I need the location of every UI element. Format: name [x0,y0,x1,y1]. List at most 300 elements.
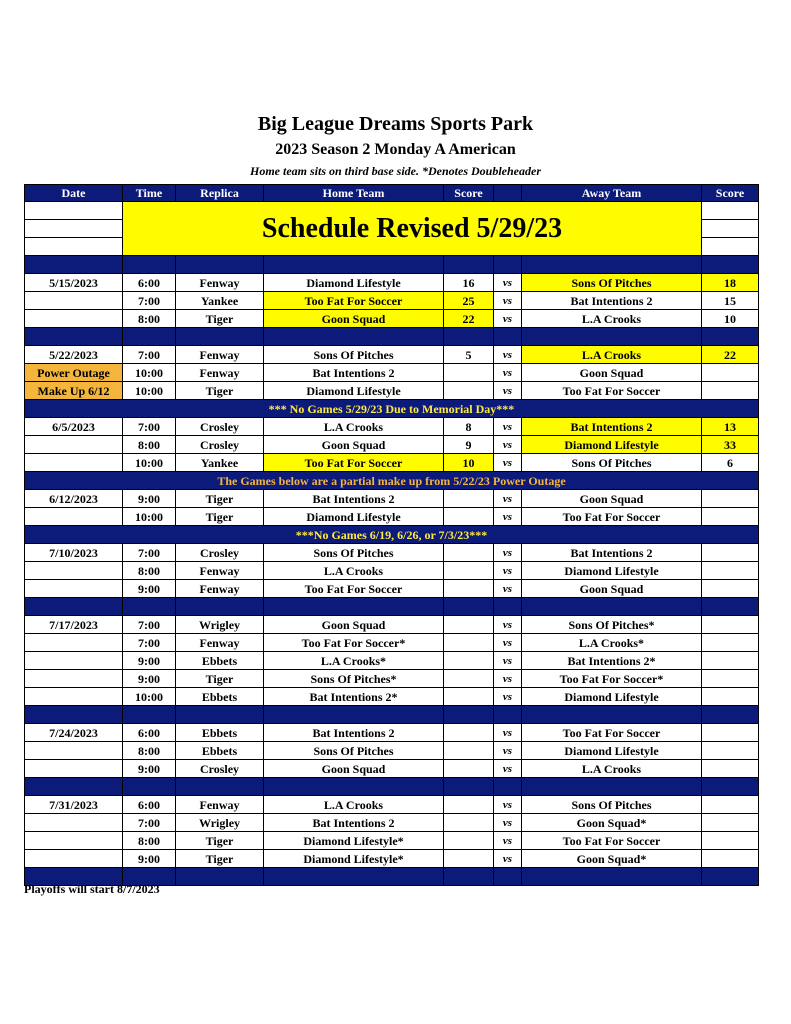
separator-cell [264,328,444,346]
replica-cell: Crosley [176,418,264,436]
separator-cell [264,598,444,616]
separator-cell [702,256,759,274]
separator-cell [123,706,176,724]
away-team-cell: Too Fat For Soccer* [522,670,702,688]
game-row [25,490,759,508]
col-header-home-score: Score [444,185,494,202]
away-score-cell [702,742,759,760]
home-team-cell: Diamond Lifestyle [264,508,444,526]
game-row [25,382,759,400]
vs-cell: vs [494,616,522,634]
col-header-date: Date [25,185,123,202]
separator-cell [25,328,123,346]
home-score-cell: 10 [444,454,494,472]
home-score-cell [444,832,494,850]
home-score-cell [444,634,494,652]
away-team-cell: L.A Crooks [522,310,702,328]
home-team-cell: Goon Squad [264,310,444,328]
game-row [25,292,759,310]
game-row [25,850,759,868]
time-cell: 7:00 [123,544,176,562]
notice-text: *** No Games 5/29/23 Due to Memorial Day*** [25,400,759,418]
separator-cell [494,256,522,274]
date-cell: 7/31/2023 [25,796,123,814]
time-cell: 8:00 [123,742,176,760]
separator-cell [494,328,522,346]
date-cell: 5/15/2023 [25,274,123,292]
home-team-cell: Diamond Lifestyle [264,382,444,400]
away-score-cell [702,580,759,598]
home-score-cell [444,724,494,742]
banner-left-cell [25,202,123,220]
away-team-cell: L.A Crooks [522,760,702,778]
away-team-cell: Sons Of Pitches [522,274,702,292]
game-row [25,274,759,292]
replica-cell: Fenway [176,364,264,382]
game-row [25,364,759,382]
vs-cell: vs [494,346,522,364]
home-score-cell [444,742,494,760]
away-team-cell: Bat Intentions 2* [522,652,702,670]
home-score-cell [444,508,494,526]
time-cell: 8:00 [123,832,176,850]
home-team-cell: Diamond Lifestyle* [264,832,444,850]
separator-cell [264,868,444,886]
date-cell [25,688,123,706]
separator-row [25,778,759,796]
banner-right-cell [702,220,759,238]
replica-cell: Crosley [176,436,264,454]
home-team-cell: L.A Crooks [264,418,444,436]
separator-cell [264,256,444,274]
time-cell: 6:00 [123,274,176,292]
col-header-vs [494,185,522,202]
time-cell: 7:00 [123,616,176,634]
home-team-cell: L.A Crooks [264,796,444,814]
vs-cell: vs [494,688,522,706]
home-team-cell: Goon Squad [264,436,444,454]
away-team-cell: Goon Squad [522,364,702,382]
away-team-cell: Goon Squad* [522,814,702,832]
away-team-cell: Goon Squad [522,490,702,508]
separator-cell [522,598,702,616]
home-score-cell [444,616,494,634]
game-row [25,832,759,850]
col-header-away-score: Score [702,185,759,202]
date-cell [25,634,123,652]
game-row [25,742,759,760]
game-row [25,310,759,328]
time-cell: 7:00 [123,346,176,364]
game-row [25,562,759,580]
game-row [25,634,759,652]
home-team-cell: Bat Intentions 2* [264,688,444,706]
separator-cell [444,706,494,724]
game-row [25,796,759,814]
home-score-cell [444,382,494,400]
away-team-cell: L.A Crooks* [522,634,702,652]
replica-cell: Fenway [176,562,264,580]
separator-cell [176,778,264,796]
vs-cell: vs [494,364,522,382]
vs-cell: vs [494,418,522,436]
game-row [25,418,759,436]
home-score-cell [444,490,494,508]
time-cell: 7:00 [123,634,176,652]
time-cell: 6:00 [123,724,176,742]
away-score-cell [702,544,759,562]
replica-cell: Fenway [176,580,264,598]
away-score-cell [702,850,759,868]
game-row [25,508,759,526]
vs-cell: vs [494,508,522,526]
time-cell: 9:00 [123,760,176,778]
vs-cell: vs [494,724,522,742]
separator-cell [444,256,494,274]
separator-cell [25,778,123,796]
replica-cell: Yankee [176,454,264,472]
separator-cell [123,328,176,346]
home-team-cell: Too Fat For Soccer [264,292,444,310]
home-score-cell: 5 [444,346,494,364]
vs-cell: vs [494,292,522,310]
date-cell [25,670,123,688]
away-team-cell: Too Fat For Soccer [522,724,702,742]
separator-cell [176,328,264,346]
vs-cell: vs [494,652,522,670]
away-score-cell: 6 [702,454,759,472]
banner-left-cell [25,238,123,256]
home-score-cell [444,364,494,382]
vs-cell: vs [494,850,522,868]
vs-cell: vs [494,742,522,760]
separator-cell [176,256,264,274]
away-score-cell [702,688,759,706]
date-cell [25,742,123,760]
replica-cell: Yankee [176,292,264,310]
vs-cell: vs [494,634,522,652]
home-score-cell [444,670,494,688]
vs-cell: vs [494,796,522,814]
replica-cell: Fenway [176,346,264,364]
home-score-cell [444,580,494,598]
replica-cell: Ebbets [176,724,264,742]
replica-cell: Tiger [176,490,264,508]
notice-row [25,472,759,490]
vs-cell: vs [494,544,522,562]
away-score-cell [702,508,759,526]
time-cell: 9:00 [123,580,176,598]
home-team-cell: L.A Crooks* [264,652,444,670]
home-score-cell [444,688,494,706]
banner-right-cell [702,238,759,256]
vs-cell: vs [494,382,522,400]
away-team-cell: L.A Crooks [522,346,702,364]
date-cell [25,508,123,526]
home-team-cell: Sons Of Pitches [264,544,444,562]
time-cell: 10:00 [123,454,176,472]
time-cell: 7:00 [123,292,176,310]
replica-cell: Tiger [176,310,264,328]
home-team-cell: Bat Intentions 2 [264,724,444,742]
replica-cell: Tiger [176,832,264,850]
time-cell: 7:00 [123,814,176,832]
away-team-cell: Sons Of Pitches [522,796,702,814]
replica-cell: Wrigley [176,616,264,634]
replica-cell: Ebbets [176,652,264,670]
game-row [25,436,759,454]
away-score-cell: 13 [702,418,759,436]
away-score-cell: 18 [702,274,759,292]
date-cell [25,436,123,454]
header-row [25,185,759,202]
home-team-cell: Too Fat For Soccer* [264,634,444,652]
date-cell: 7/17/2023 [25,616,123,634]
separator-cell [176,868,264,886]
away-score-cell [702,796,759,814]
separator-cell [702,328,759,346]
separator-cell [702,598,759,616]
time-cell: 10:00 [123,364,176,382]
away-team-cell: Sons Of Pitches* [522,616,702,634]
replica-cell: Ebbets [176,688,264,706]
home-score-cell: 25 [444,292,494,310]
playoffs-note: Playoffs will start 8/7/2023 [24,882,160,896]
away-team-cell: Diamond Lifestyle [522,688,702,706]
vs-cell: vs [494,436,522,454]
time-cell: 8:00 [123,436,176,454]
vs-cell: vs [494,490,522,508]
away-team-cell: Too Fat For Soccer [522,382,702,400]
date-cell [25,652,123,670]
separator-cell [25,598,123,616]
header-note: Home team sits on third base side. *Denotes Doubleheader [250,164,541,178]
home-score-cell [444,760,494,778]
away-score-cell [702,562,759,580]
home-score-cell: 9 [444,436,494,454]
home-score-cell [444,850,494,868]
away-score-cell [702,652,759,670]
col-header-home-team: Home Team [264,185,444,202]
notice-text: ***No Games 6/19, 6/26, or 7/3/23*** [25,526,759,544]
separator-cell [176,598,264,616]
date-cell [25,760,123,778]
game-row [25,760,759,778]
col-header-time: Time [123,185,176,202]
vs-cell: vs [494,274,522,292]
away-score-cell: 22 [702,346,759,364]
game-row [25,580,759,598]
separator-cell [522,706,702,724]
away-score-cell [702,364,759,382]
home-team-cell: Goon Squad [264,760,444,778]
game-row [25,670,759,688]
time-cell: 10:00 [123,508,176,526]
replica-cell: Fenway [176,274,264,292]
status-label-cell: Make Up 6/12 [25,382,123,400]
separator-cell [25,706,123,724]
away-team-cell: Too Fat For Soccer [522,508,702,526]
separator-cell [123,778,176,796]
schedule-table [24,184,759,886]
vs-cell: vs [494,760,522,778]
home-team-cell: Bat Intentions 2 [264,364,444,382]
separator-cell [25,256,123,274]
time-cell: 9:00 [123,490,176,508]
banner-right-cell [702,202,759,220]
game-row [25,724,759,742]
separator-cell [264,778,444,796]
replica-cell: Tiger [176,382,264,400]
banner-left-cell [25,220,123,238]
game-row [25,814,759,832]
away-score-cell [702,490,759,508]
date-cell [25,310,123,328]
date-cell [25,454,123,472]
separator-cell [444,778,494,796]
home-team-cell: Diamond Lifestyle [264,274,444,292]
banner-row [25,202,759,220]
revised-banner: Schedule Revised 5/29/23 [123,202,702,256]
separator-cell [522,868,702,886]
away-score-cell [702,832,759,850]
time-cell: 9:00 [123,652,176,670]
away-team-cell: Goon Squad [522,580,702,598]
home-team-cell: Diamond Lifestyle* [264,850,444,868]
date-cell [25,292,123,310]
game-row [25,346,759,364]
time-cell: 9:00 [123,670,176,688]
replica-cell: Fenway [176,634,264,652]
date-cell [25,832,123,850]
away-score-cell: 33 [702,436,759,454]
away-team-cell: Diamond Lifestyle [522,436,702,454]
home-score-cell [444,562,494,580]
separator-row [25,256,759,274]
separator-cell [494,706,522,724]
game-row [25,544,759,562]
separator-cell [522,328,702,346]
date-cell [25,580,123,598]
away-score-cell [702,616,759,634]
date-cell: 7/10/2023 [25,544,123,562]
vs-cell: vs [494,580,522,598]
away-team-cell: Diamond Lifestyle [522,562,702,580]
home-score-cell [444,652,494,670]
separator-cell [522,256,702,274]
away-team-cell: Bat Intentions 2 [522,292,702,310]
replica-cell: Ebbets [176,742,264,760]
vs-cell: vs [494,562,522,580]
separator-cell [702,706,759,724]
home-team-cell: Too Fat For Soccer [264,580,444,598]
away-score-cell [702,724,759,742]
game-row [25,616,759,634]
time-cell: 10:00 [123,688,176,706]
date-cell: 6/12/2023 [25,490,123,508]
page-subtitle: 2023 Season 2 Monday A American [275,141,516,158]
home-score-cell: 22 [444,310,494,328]
away-score-cell [702,634,759,652]
away-score-cell [702,760,759,778]
home-team-cell: Sons Of Pitches [264,742,444,760]
away-team-cell: Bat Intentions 2 [522,418,702,436]
away-score-cell: 15 [702,292,759,310]
home-team-cell: Goon Squad [264,616,444,634]
vs-cell: vs [494,814,522,832]
vs-cell: vs [494,310,522,328]
col-header-replica: Replica [176,185,264,202]
time-cell: 9:00 [123,850,176,868]
separator-cell [702,778,759,796]
date-cell [25,850,123,868]
game-row [25,454,759,472]
page-title: Big League Dreams Sports Park [257,113,534,135]
date-cell [25,814,123,832]
game-row [25,688,759,706]
away-team-cell: Sons Of Pitches [522,454,702,472]
separator-cell [494,868,522,886]
separator-cell [702,868,759,886]
vs-cell: vs [494,454,522,472]
vs-cell: vs [494,832,522,850]
time-cell: 7:00 [123,418,176,436]
away-score-cell [702,382,759,400]
separator-cell [444,328,494,346]
replica-cell: Crosley [176,544,264,562]
replica-cell: Fenway [176,796,264,814]
home-team-cell: Bat Intentions 2 [264,490,444,508]
away-score-cell [702,670,759,688]
separator-row [25,328,759,346]
separator-cell [176,706,264,724]
home-score-cell: 8 [444,418,494,436]
notice-row [25,526,759,544]
date-cell: 6/5/2023 [25,418,123,436]
notice-text: The Games below are a partial make up from 5/22/23 Power Outage [25,472,759,490]
home-score-cell: 16 [444,274,494,292]
replica-cell: Tiger [176,850,264,868]
separator-row [25,706,759,724]
separator-cell [494,598,522,616]
away-team-cell: Bat Intentions 2 [522,544,702,562]
notice-row [25,400,759,418]
home-team-cell: Too Fat For Soccer [264,454,444,472]
time-cell: 8:00 [123,562,176,580]
away-team-cell: Too Fat For Soccer [522,832,702,850]
vs-cell: vs [494,670,522,688]
time-cell: 10:00 [123,382,176,400]
separator-cell [123,598,176,616]
time-cell: 8:00 [123,310,176,328]
separator-cell [444,598,494,616]
separator-row [25,598,759,616]
away-team-cell: Goon Squad* [522,850,702,868]
separator-cell [444,868,494,886]
time-cell: 6:00 [123,796,176,814]
home-team-cell: Bat Intentions 2 [264,814,444,832]
replica-cell: Tiger [176,670,264,688]
away-team-cell: Diamond Lifestyle [522,742,702,760]
separator-cell [123,256,176,274]
home-score-cell [444,544,494,562]
separator-cell [264,706,444,724]
home-score-cell [444,796,494,814]
col-header-away-team: Away Team [522,185,702,202]
home-team-cell: Sons Of Pitches [264,346,444,364]
separator-cell [522,778,702,796]
replica-cell: Crosley [176,760,264,778]
